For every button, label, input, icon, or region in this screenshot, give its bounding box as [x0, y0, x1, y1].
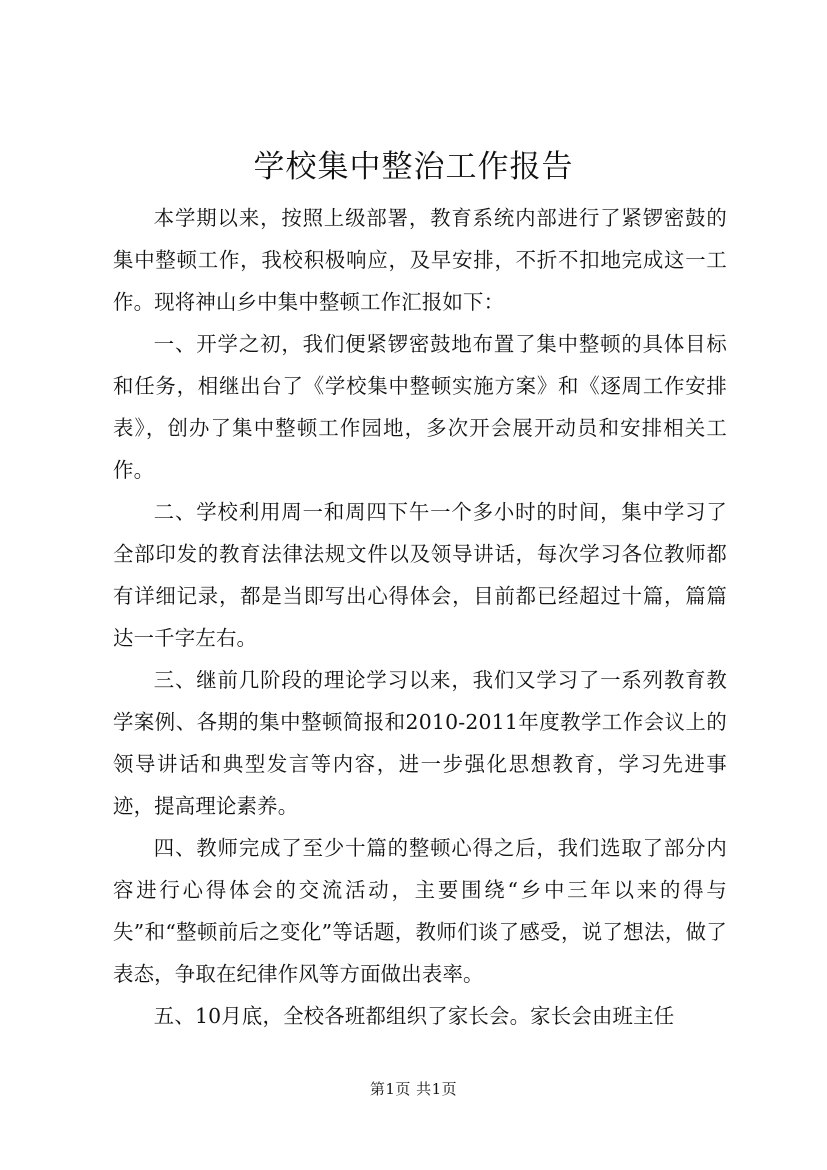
page-footer: 第1页 共1页	[369, 1080, 458, 1098]
document-body	[113, 197, 727, 1037]
paragraph-intro: 本学期以来，按照上级部署，教育系统内部进行了紧锣密鼓的集中整顿工作，我校积极响应，及早安排，不折不扣地完成这一工作。现将神山乡中集中整顿工作汇报如下：	[113, 206, 727, 314]
paragraph-2: 二、学校利用周一和周四下午一个多小时的时间，集中学习了全部印发的教育法律法规文件以及领导讲话，每次学习各位教师都有详细记录，都是当即写出心得体会，目前都已经超过十篇，篇篇达一千字左右。	[113, 500, 727, 650]
paragraph-5: 五、10月底，全校各班都组织了家长会。家长会由班主任	[153, 1004, 675, 1028]
paragraph-3: 三、继前几阶段的理论学习以来，我们又学习了一系列教育教学案例、各期的集中整顿简报和2010-2011年度教学工作会议上的领导讲话和典型发言等内容，进一步强化思想教育，学习先进事迹，提高理论素养。	[113, 668, 727, 818]
paragraph-1: 一、开学之初，我们便紧锣密鼓地布置了集中整顿的具体目标和任务，相继出台了《学校集中整顿实施方案》和《逐周工作安排表》，创办了集中整顿工作园地，多次开会展开动员和安排相关工作。	[113, 332, 727, 482]
paragraph-4: 四、教师完成了至少十篇的整顿心得之后，我们选取了部分内容进行心得体会的交流活动，主要围绕“乡中三年以来的得与失”和“整顿前后之变化”等话题，教师们谈了感受，说了想法，做了表态，争取在纪律作风等方面做出表率。	[113, 836, 727, 986]
document-title: 学校集中整治工作报告	[253, 149, 574, 185]
